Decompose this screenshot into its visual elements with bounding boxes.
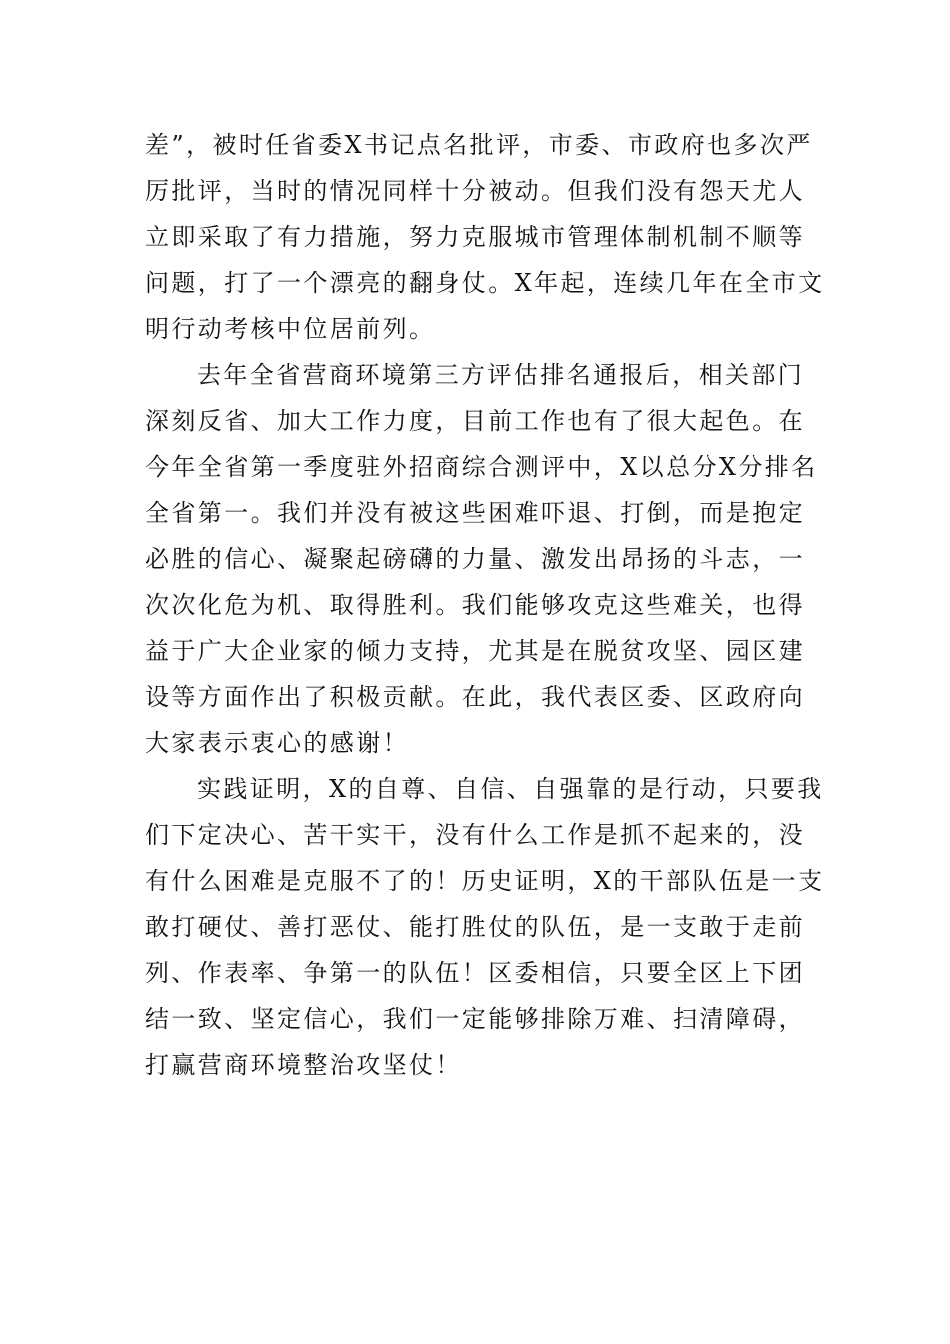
text-line: 深刻反省、加大工作力度，目前工作也有了很大起色。在 [145,407,805,435]
text-line: 打赢营商环境整治攻坚仗！ [145,1051,462,1079]
text-line: 必胜的信心、凝聚起磅礴的力量、激发出昂扬的斗志，一 [145,545,805,573]
paragraph-2 [145,352,818,766]
text-line: 有什么困难是克服不了的！历史证明，X的干部队伍是一支 [145,867,825,895]
document-body [145,122,825,1088]
paragraph-1 [145,122,825,352]
text-line: 问题，打了一个漂亮的翻身仗。X年起，连续几年在全市文 [145,269,825,297]
text-line: 敢打硬仗、善打恶仗、能打胜仗的队伍，是一支敢于走前 [145,913,805,941]
text-line: 明行动考核中位居前列。 [145,315,436,343]
text-line: 结一致、坚定信心，我们一定能够排除万难、扫清障碍， [145,1005,805,1033]
text-line: 设等方面作出了积极贡献。在此，我代表区委、区政府向 [145,683,805,711]
text-line: 去年全省营商环境第三方评估排名通报后，相关部门 [197,361,805,389]
text-line: 次次化危为机、取得胜利。我们能够攻克这些难关，也得 [145,591,805,619]
text-line: 立即采取了有力措施，努力克服城市管理体制机制不顺等 [145,223,805,251]
paragraph-3 [145,766,825,1088]
text-line: 列、作表率、争第一的队伍！区委相信，只要全区上下团 [145,959,805,987]
text-line: 益于广大企业家的倾力支持，尤其是在脱贫攻坚、园区建 [145,637,805,665]
text-line: 实践证明，X的自尊、自信、自强靠的是行动，只要我 [197,775,824,803]
text-line: 全省第一。我们并没有被这些困难吓退、打倒，而是抱定 [145,499,805,527]
text-line: 们下定决心、苦干实干，没有什么工作是抓不起来的，没 [145,821,805,849]
text-line: 大家表示衷心的感谢！ [145,729,409,757]
text-line: 差”，被时任省委X书记点名批评，市委、市政府也多次严 [145,131,813,159]
text-line: 今年全省第一季度驻外招商综合测评中，X以总分X分排名 [145,453,818,481]
text-line: 厉批评，当时的情况同样十分被动。但我们没有怨天尤人 [145,177,805,205]
